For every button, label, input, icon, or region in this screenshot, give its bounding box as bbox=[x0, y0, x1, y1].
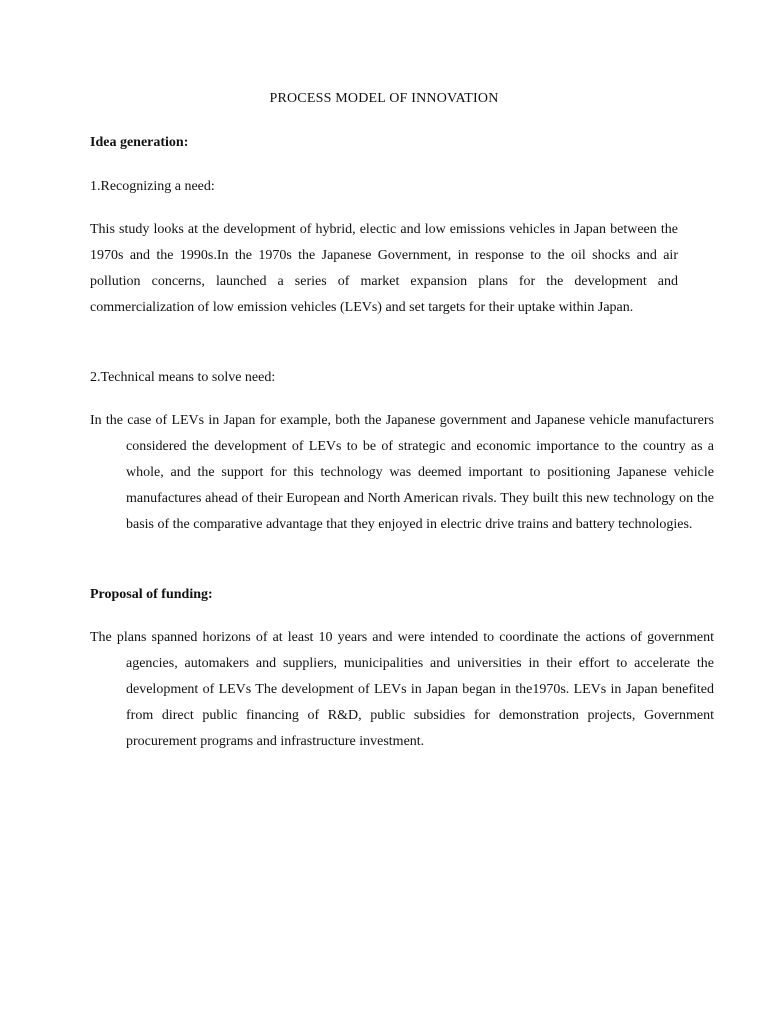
item-label-technical-means: 2.Technical means to solve need: bbox=[90, 370, 276, 385]
section-heading-idea-generation: Idea generation: bbox=[90, 135, 189, 150]
item-label-recognizing-need: 1.Recognizing a need: bbox=[90, 179, 215, 194]
page-title: PROCESS MODEL OF INNOVATION bbox=[269, 91, 499, 106]
paragraph-recognizing-need: This study looks at the development of hybrid, electic and low emissions vehicles in Japan between the 1970s and the 1990s.In the 1970s the Japanese Government, in response to the oil shocks and air pollution concerns, launched a series of market expansion plans for the development and commercialization of low emission vehicles (LEVs) and set targets for their uptake within Japan. bbox=[90, 222, 678, 315]
paragraph-technical-means: In the case of LEVs in Japan for example, both the Japanese government and Japanese vehicle manufacturers considered the development of LEVs to be of strategic and economic importance to the country as a whole, and the support for this technology was deemed important to positioning Japanese vehicle manufactures ahead of their European and North American rivals. They built this new technology on the basis of the comparative advantage that they enjoyed in electric drive trains and battery technologies. bbox=[90, 413, 714, 532]
paragraph-proposal-of-funding: The plans spanned horizons of at least 10 years and were intended to coordinate the actions of government agencies, automakers and suppliers, municipalities and universities in their effort to accelerate the development of LEVs The development of LEVs in Japan began in the1970s. LEVs in Japan benefited from direct public financing of R&D, public subsidies for demonstration projects, Government procurement programs and infrastructure investment. bbox=[90, 630, 714, 749]
section-heading-proposal-of-funding: Proposal of funding: bbox=[90, 587, 213, 602]
